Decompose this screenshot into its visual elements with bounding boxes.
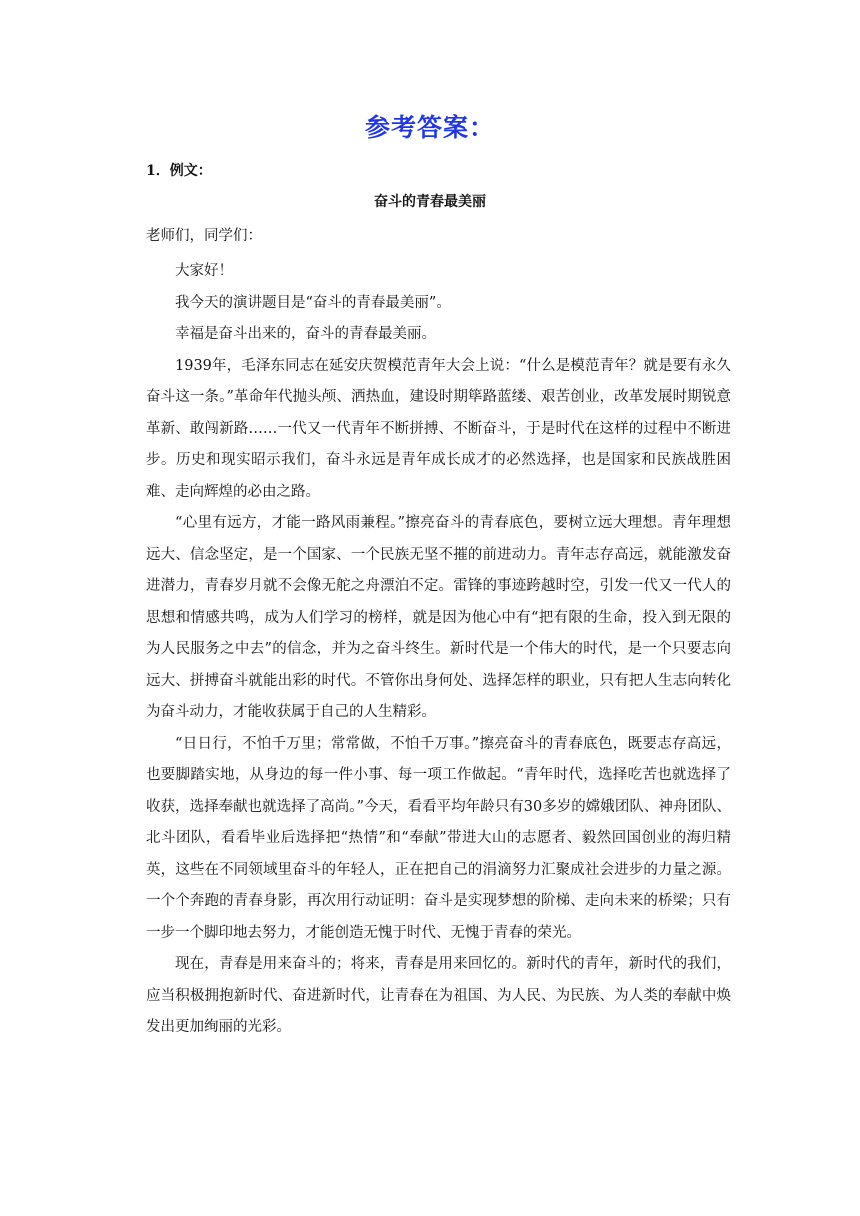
paragraph-topic: 我今天的演讲题目是“奋斗的青春最美丽”。 xyxy=(175,294,451,311)
question-number: 1．例文： xyxy=(146,163,212,179)
paragraph-thesis: 幸福是奋斗出来的，奋斗的青春最美丽。 xyxy=(175,326,436,342)
answer-heading: 参考答案： xyxy=(364,113,495,142)
paragraph-conclusion: 现在，青春是用来奋斗的；将来，青春是用来回忆的。新时代的青年，新时代的我们，应当积极拥抱新时代、奋进新时代，让青春在为祖国、为人民、为民族、为人类的奉献中焕发出更加绚丽的光彩。 xyxy=(146,956,731,1035)
essay-title: 奋斗的青春最美丽 xyxy=(374,194,486,210)
paragraph-greeting: 大家好！ xyxy=(175,263,233,279)
paragraph-ideals: “心里有远方，才能一路风雨兼程。”擦亮奋斗的青春底色，要树立远大理想。青年理想远大、信念坚定，是一个国家、一个民族无坚不摧的前进动力。青年志存高远，就能激发奋进潜力，青春岁月就不会像无舵之舟漂泊不定。雷锋的事迹跨越时空，引发一代又一代人的思想和情感共鸣，成为人们学习的榜样，就是因为他心中有“把有限的生命，投入到无限的为人民服务之中去”的信念，并为之奋斗终生。新时代是一个伟大的时代，是一个只要志向远大、拼搏奋斗就能出彩的时代。不管你出身何处、选择怎样的职业，只有把人生志向转化为奋斗动力，才能收获属于自己的人生精彩。 xyxy=(146,515,731,720)
essay-salutation: 老师们，同学们： xyxy=(146,228,262,244)
paragraph-practice: “日日行，不怕千万里；常常做，不怕千万事。”擦亮奋斗的青春底色，既要志存高远，也要脚踏实地，从身边的每一件小事、每一项工作做起。“青年时代，选择吃苦也就选择了收获，选择奉献也就选择了高尚。”今天，看看平均年龄只有30多岁的嫦娥团队、神舟团队、北斗团队，看看毕业后选择把“热情”和“奉献”带进大山的志愿者、毅然回国创业的海归精英，这些在不同领域里奋斗的年轻人，正在把自己的涓滴努力汇聚成社会进步的力量之源。一个个奔跑的青春身影，再次用行动证明：奋斗是实现梦想的阶梯、走向未来的桥梁；只有一步一个脚印地去努力，才能创造无愧于时代、无愧于青春的荣光。 xyxy=(146,735,731,941)
paragraph-history: 1939年，毛泽东同志在延安庆贺模范青年大会上说：“什么是模范青年？就是要有永久奋斗这一条。”革命年代抛头颅、洒热血，建设时期筚路蓝缕、艰苦创业，改革发展时期锐意革新、敢闯新路……一代又一代青年不断拼搏、不断奋斗，于是时代在这样的过程中不断进步。历史和现实昭示我们，奋斗永远是青年成长成才的必然选择，也是国家和民族战胜困难、走向辉煌的必由之路。 xyxy=(146,357,731,500)
essay-body xyxy=(146,256,731,1044)
